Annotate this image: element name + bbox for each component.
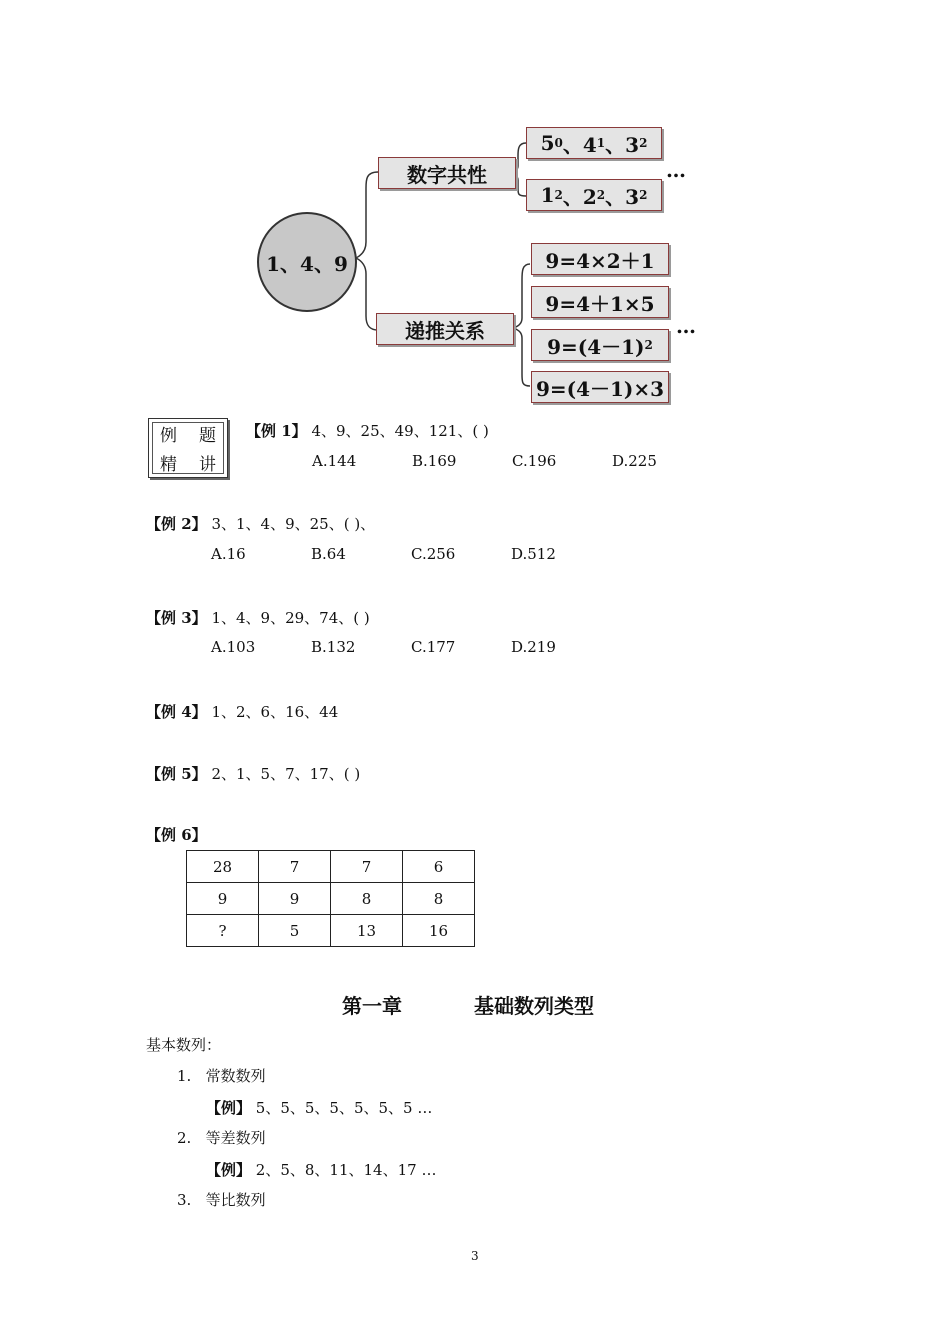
- recursive-item-1: 9=4×2＋1: [531, 243, 669, 275]
- table-cell: 5: [259, 915, 331, 947]
- example-6-table: [186, 850, 475, 947]
- basic-item-2-example: 【例】 2、5、8、11、14、17 …: [206, 1161, 437, 1179]
- basic-heading: 基本数列：: [146, 1036, 222, 1054]
- example-1-option-d: D.225: [612, 452, 657, 470]
- example-3-option-a: A.103: [211, 638, 256, 656]
- center-circle: [257, 212, 357, 312]
- table-cell: 7: [331, 851, 403, 883]
- basic-item-1-example: 【例】 5、5、5、5、5、5、5 …: [206, 1099, 433, 1117]
- example-3-option-c: C.177: [411, 638, 456, 656]
- center-label: 1、4、9: [266, 251, 348, 276]
- recursive-item-2: 9=4＋1×5: [531, 286, 669, 318]
- page-number: 3: [471, 1249, 479, 1263]
- table-cell: 8: [331, 883, 403, 915]
- branch-recursive-relation: [376, 313, 514, 345]
- basic-item-3: 3. 等比数列: [177, 1191, 266, 1209]
- table-cell: 16: [403, 915, 475, 947]
- power-item-1: 5 0 、4 1 、3 2: [526, 127, 662, 159]
- example-3-option-d: D.219: [511, 638, 556, 656]
- chapter-title: 基础数列类型: [474, 994, 594, 1018]
- example-2-option-d: D.512: [511, 545, 556, 563]
- example-2: 【例 2】 3、1、4、9、25、( )、: [146, 515, 376, 533]
- mind-map-diagram: [0, 0, 950, 410]
- example-1-option-c: C.196: [512, 452, 557, 470]
- table-row: [187, 915, 475, 947]
- table-row: [187, 883, 475, 915]
- recursive-item-3: 9=(4－1) 2: [531, 329, 669, 361]
- table-cell: ?: [187, 915, 259, 947]
- example-lecture-stamp: 例 题 精 讲: [148, 418, 228, 478]
- example-2-option-b: B.64: [311, 545, 346, 563]
- bracket-lines: [0, 0, 950, 410]
- table-cell: 8: [403, 883, 475, 915]
- power-item-2: 1 2 、2 2 、3 2: [526, 179, 662, 211]
- example-5: 【例 5】 2、1、5、7、17、( ): [146, 765, 361, 783]
- table-cell: 28: [187, 851, 259, 883]
- example-2-option-c: C.256: [411, 545, 456, 563]
- branch-digit-commonality: [378, 157, 516, 189]
- ellipsis-top: …: [666, 158, 687, 182]
- example-2-option-a: A.16: [211, 545, 246, 563]
- example-1: 【例 1】 4、9、25、49、121、( ): [246, 422, 489, 440]
- table-row: [187, 851, 475, 883]
- table-cell: 9: [259, 883, 331, 915]
- example-3: 【例 3】 1、4、9、29、74、( ): [146, 609, 370, 627]
- table-cell: 7: [259, 851, 331, 883]
- branch-bottom-label: 递推关系: [405, 318, 485, 343]
- recursive-item-4: 9=(4－1)×3: [531, 371, 669, 403]
- ellipsis-bottom: …: [676, 314, 697, 338]
- example-6: 【例 6】: [146, 826, 207, 844]
- table-cell: 13: [331, 915, 403, 947]
- table-cell: 9: [187, 883, 259, 915]
- basic-item-2: 2. 等差数列: [177, 1129, 266, 1147]
- example-1-option-a: A.144: [312, 452, 357, 470]
- basic-item-1: 1. 常数数列: [177, 1067, 266, 1085]
- example-3-option-b: B.132: [311, 638, 356, 656]
- table-cell: 6: [403, 851, 475, 883]
- example-4: 【例 4】 1、2、6、16、44: [146, 703, 339, 721]
- branch-top-label: 数字共性: [407, 162, 487, 187]
- chapter-number: 第一章: [342, 994, 402, 1018]
- example-1-option-b: B.169: [412, 452, 457, 470]
